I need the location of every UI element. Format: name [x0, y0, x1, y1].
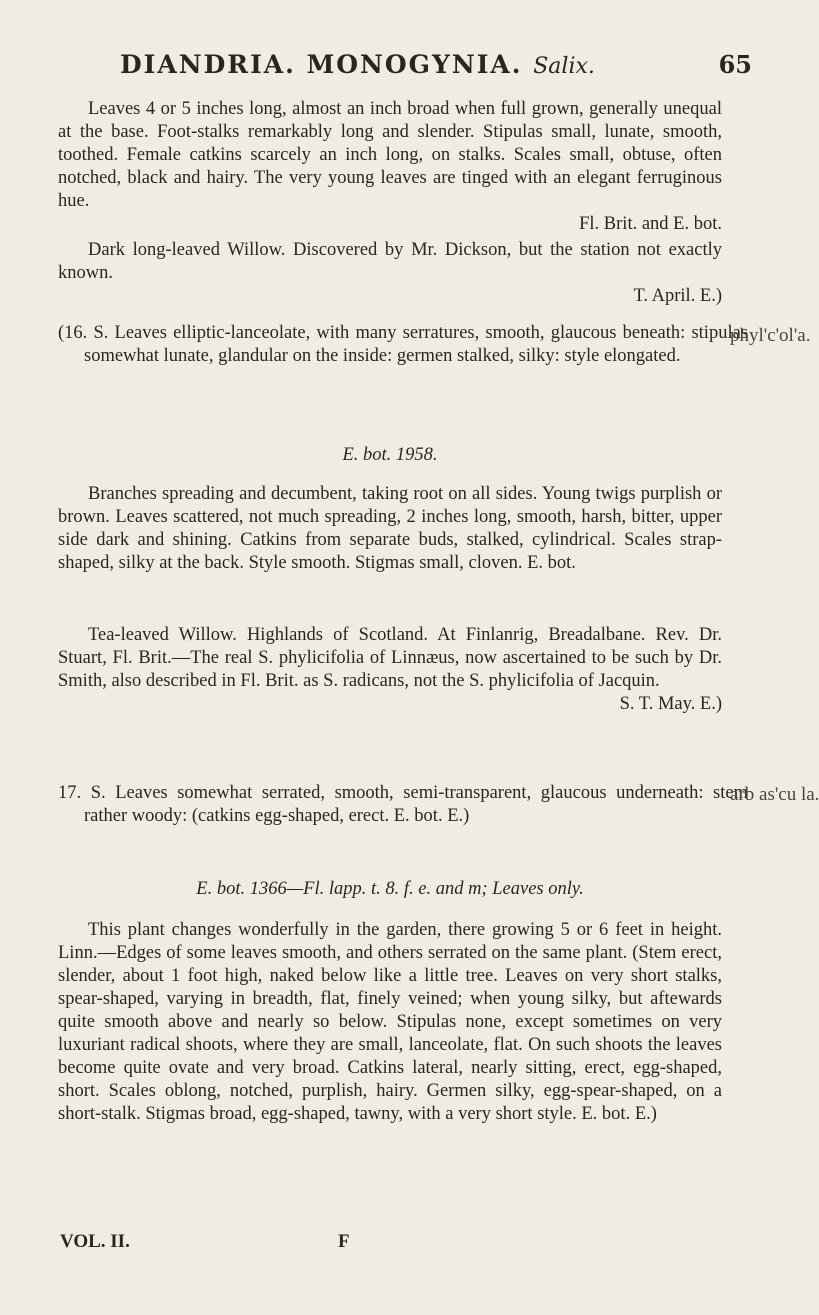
paragraph-branches-text: Branches spreading and decumbent, taking root on all sides. Young twigs purplish or brown. Leaves scattered, not much spreading, 2 inches long, smooth, harsh, bitter, upper side dark and shining. Catkins from separate buds, stalked, cylindrical. Scales strap-shaped, silky at the back. Style smooth. Stigmas small, cloven. E. bot.: [58, 484, 722, 573]
species-17-description: Leaves somewhat serrated, smooth, semi-transparent, glaucous underneath: stem rather woody: (catkins egg-shaped, erect. E. bot. E.): [84, 783, 748, 826]
paragraph-leaves-text: Leaves 4 or 5 inches long, almost an inch broad when full grown, generally unequal at the base. Foot-stalks remarkably long and slender. Stipulas small, lunate, smooth, toothed. Female catkins scarcely an inch long, on stalks. Scales small, obtuse, often notched, black and hairy. The very young leaves are tinged with an elegant ferruginous hue.: [58, 99, 722, 211]
paragraph-dark-willow-text: Dark long-leaved Willow. Discovered by Mr. Dickson, but the station not exactly known.: [58, 240, 722, 283]
paragraph-branches: [58, 483, 722, 575]
running-header: [110, 50, 760, 90]
species-16-number: (16. S.: [58, 323, 109, 343]
margin-note-arbuscula: arb as'cu la.: [730, 784, 819, 805]
page-footer: [60, 1231, 660, 1253]
reference-may: S. T. May. E.): [619, 694, 722, 714]
paragraph-dark-willow: [58, 239, 722, 308]
species-17-reference-text: E. bot. 1366—Fl. lapp. t. 8. f. e. and m; Leaves only.: [196, 879, 584, 899]
species-16-reference: [58, 444, 722, 467]
genus-name: Salix.: [533, 54, 595, 79]
paragraph-leaves: [58, 98, 722, 236]
paragraph-garden-text: This plant changes wonderfully in the garden, there growing 5 or 6 feet in height. Linn.—Edges of some leaves smooth, and others serrated on the same plant. (Stem erect, slender, about 1 foot high, naked below like a little tree. Leaves on very short stalks, spear-shaped, varying in breadth, flat, finely veined; when young silky, but aftewards quite smooth above and nearly so below. Stipulas none, except sometimes on very luxuriant radical shoots, where they are small, lanceolate, flat. On such shoots the leaves become quite ovate and very broad. Catkins lateral, nearly sitting, erect, egg-shaped, short. Scales oblong, notched, purplish, hairy. Germen silky, egg-spear-shaped, on a short-stalk. Stigmas broad, egg-shaped, tawny, with a very short style. E. bot. E.): [58, 920, 722, 1124]
running-title: DIANDRIA. MONOGYNIA. Salix.: [120, 50, 595, 79]
page-number: 65: [718, 50, 752, 79]
species-17-number: 17. S.: [58, 783, 106, 803]
reference-april: T. April. E.): [633, 286, 722, 306]
paragraph-tea-leaved-text: Tea-leaved Willow. Highlands of Scotland. At Finlanrig, Breadalbane. Rev. Dr. Stuart, Fl. Brit.—The real S. phylicifolia of Linnæus, now ascertained to be such by Dr. Smith, also described in Fl. Brit. as S. radicans, not the S. phylicifolia of Jacquin.: [58, 625, 722, 691]
species-16-description: Leaves elliptic-lanceolate, with many serratures, smooth, glaucous beneath: stipulas somewhat lunate, glandular on the inside: germen stalked, silky: style elongated.: [84, 323, 748, 366]
reference-fl-brit: Fl. Brit. and E. bot.: [579, 214, 722, 234]
signature-mark: F: [338, 1231, 350, 1252]
species-17-reference: [58, 878, 722, 901]
volume-label: VOL. II.: [60, 1231, 130, 1252]
species-16-entry: [58, 322, 748, 368]
species-16-reference-text: E. bot. 1958.: [342, 445, 438, 465]
margin-note-phylicifolia: phyl'c'ol'a.: [730, 325, 811, 346]
species-17-entry: [58, 782, 748, 828]
paragraph-garden: [58, 919, 722, 1126]
paragraph-tea-leaved: [58, 624, 722, 716]
